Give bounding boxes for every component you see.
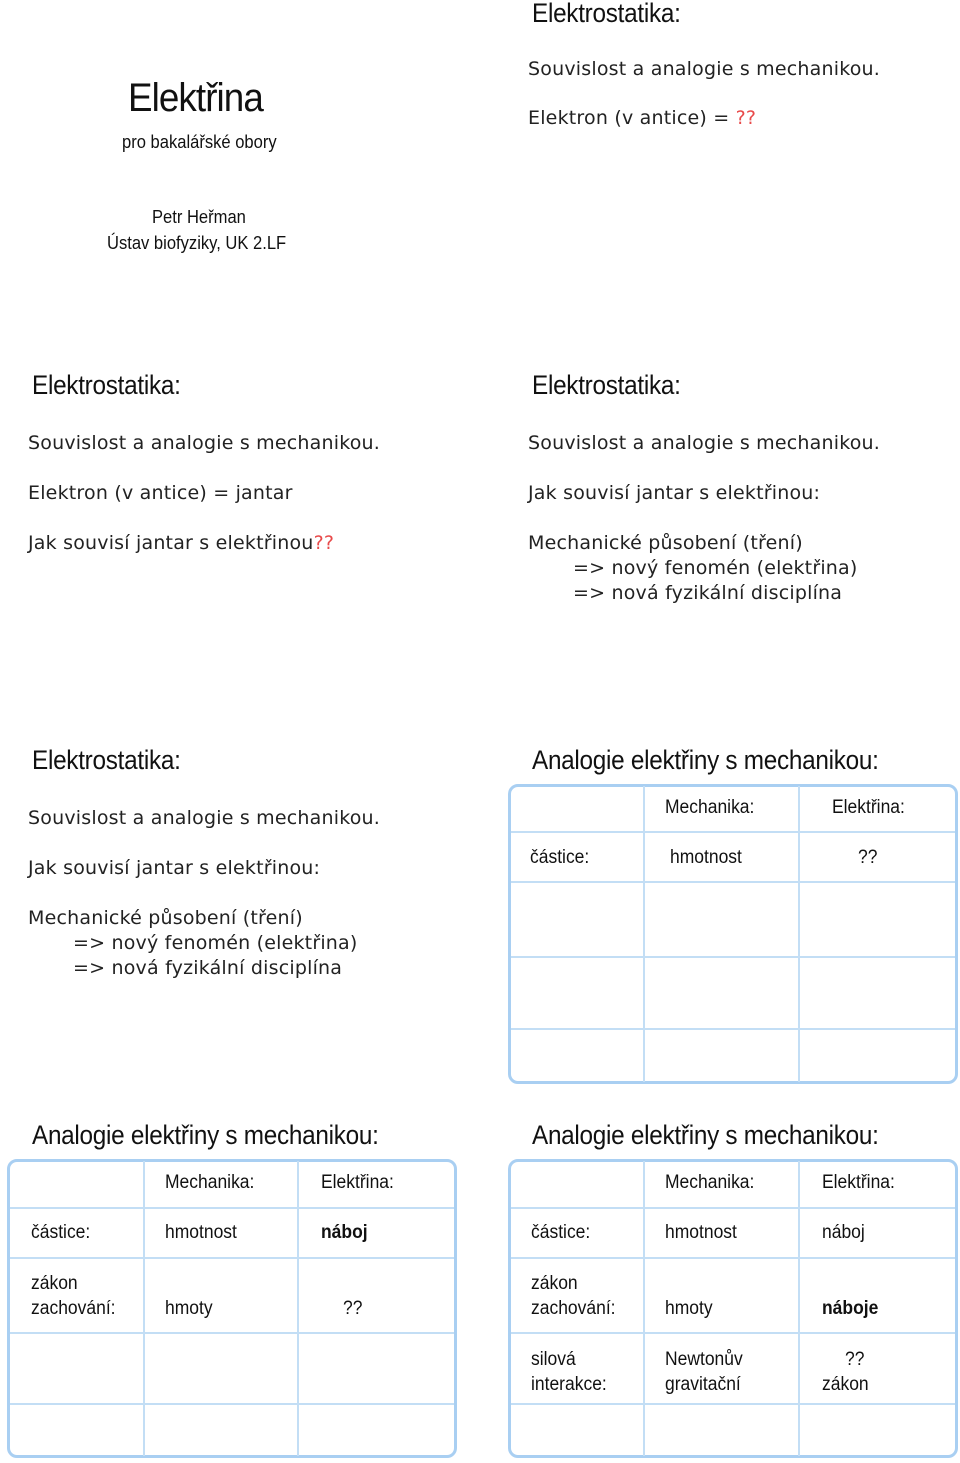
slide-text-line: => nový fenomén (elektřina) — [73, 932, 358, 954]
slide-text-line: Mechanické působení (tření) — [528, 532, 803, 554]
slide-text-line: => nový fenomén (elektřina) — [573, 557, 858, 579]
table-cell: náboje — [822, 1298, 879, 1319]
row-label: zákon — [31, 1273, 78, 1294]
table-divider — [143, 1161, 145, 1456]
analogy-table — [508, 784, 958, 1084]
table-cell: hmotnost — [165, 1222, 237, 1243]
row-label: zachování: — [31, 1298, 116, 1319]
table-divider — [297, 1161, 299, 1456]
table-divider — [511, 1257, 955, 1259]
question-marks: ?? — [313, 532, 335, 554]
slide-heading: Analogie elektřiny s mechanikou: — [532, 745, 879, 775]
question-marks: ?? — [343, 1298, 363, 1319]
slide-heading: Elektrostatika: — [532, 370, 681, 400]
table-divider — [511, 1028, 955, 1030]
row-label: zachování: — [531, 1298, 616, 1319]
text-span: Jak souvisí jantar s elektřinou — [28, 532, 314, 554]
question-marks: ?? — [845, 1349, 865, 1370]
slide-text-line: Souvislost a analogie s mechanikou. — [28, 807, 381, 829]
table-divider — [10, 1332, 454, 1334]
row-label: částice: — [531, 1222, 591, 1243]
column-header-electricity: Elektřina: — [822, 1172, 895, 1193]
table-cell: hmoty — [665, 1298, 713, 1319]
table-cell: hmotnost — [670, 847, 742, 868]
slide-text-line: Souvislost a analogie s mechanikou. — [528, 432, 881, 454]
column-header-mechanics: Mechanika: — [165, 1172, 255, 1193]
author-name: Petr Heřman — [152, 207, 246, 227]
table-divider — [511, 1403, 955, 1405]
slide-text-line: Jak souvisí jantar s elektřinou: — [28, 857, 321, 879]
table-cell: náboj — [822, 1222, 865, 1243]
table-divider — [10, 1403, 454, 1405]
table-divider — [511, 1207, 955, 1209]
question-marks: ?? — [735, 107, 757, 129]
table-divider — [798, 1161, 800, 1456]
slide-text-line — [28, 532, 334, 554]
column-header-mechanics: Mechanika: — [665, 797, 755, 818]
table-cell: gravitační — [665, 1374, 741, 1395]
slide-text-line: Souvislost a analogie s mechanikou. — [28, 432, 381, 454]
column-header-mechanics: Mechanika: — [665, 1172, 755, 1193]
table-cell: zákon — [822, 1374, 869, 1395]
slide-heading: Elektrostatika: — [32, 370, 181, 400]
slide-text-line — [528, 107, 756, 129]
author-institute: Ústav biofyziky, UK 2.LF — [107, 233, 287, 253]
row-label: částice: — [31, 1222, 91, 1243]
column-header-electricity: Elektřina: — [321, 1172, 394, 1193]
slide-heading: Elektrostatika: — [532, 0, 681, 28]
row-label: zákon — [531, 1273, 578, 1294]
slide-title: Elektřina — [128, 76, 263, 120]
slide-text-line: Elektron (v antice) = jantar — [28, 482, 293, 504]
slide-subtitle: pro bakalářské obory — [122, 132, 277, 152]
table-cell: náboj — [321, 1222, 368, 1243]
table-divider — [511, 1332, 955, 1334]
row-label: interakce: — [531, 1374, 607, 1395]
slide-heading: Elektrostatika: — [32, 745, 181, 775]
table-divider — [511, 831, 955, 833]
slide-text-line: Mechanické působení (tření) — [28, 907, 303, 929]
slide-text-line: => nová fyzikální disciplína — [73, 957, 343, 979]
text-span: Elektron (v antice) = — [528, 107, 736, 129]
slide-heading: Analogie elektřiny s mechanikou: — [32, 1120, 379, 1150]
slide-text-line: Jak souvisí jantar s elektřinou: — [528, 482, 821, 504]
table-divider — [10, 1257, 454, 1259]
slide-text-line: => nová fyzikální disciplína — [573, 582, 843, 604]
column-header-electricity: Elektřina: — [832, 797, 905, 818]
table-divider — [511, 956, 955, 958]
table-divider — [511, 881, 955, 883]
table-cell: Newtonův — [665, 1349, 743, 1370]
slide-heading: Analogie elektřiny s mechanikou: — [532, 1120, 879, 1150]
row-label: silová — [531, 1349, 576, 1370]
question-marks: ?? — [858, 847, 878, 868]
table-divider — [643, 1161, 645, 1456]
table-cell: hmoty — [165, 1298, 213, 1319]
table-divider — [10, 1207, 454, 1209]
row-label: částice: — [530, 847, 590, 868]
slide-text-line: Souvislost a analogie s mechanikou. — [528, 58, 881, 80]
table-cell: hmotnost — [665, 1222, 737, 1243]
